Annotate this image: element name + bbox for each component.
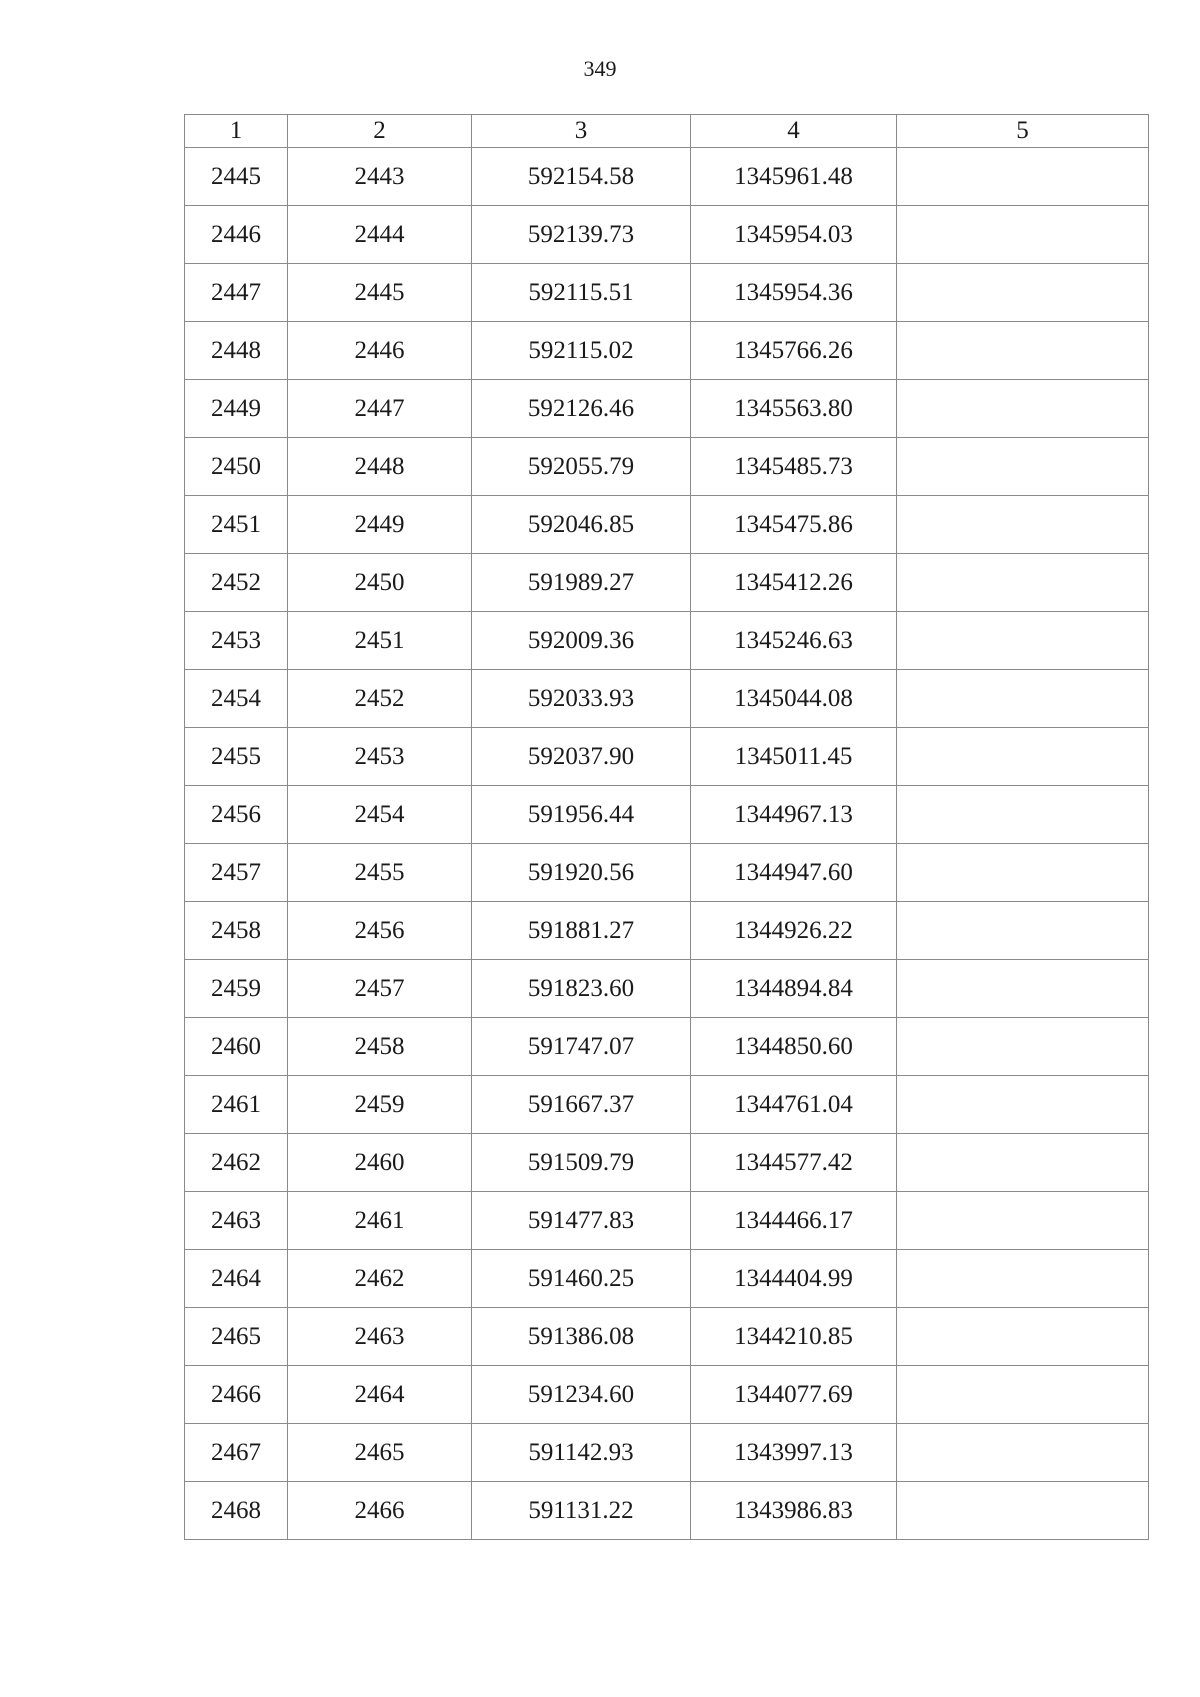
table-cell-col-2: 2453	[288, 728, 472, 786]
table-cell-col-2: 2466	[288, 1482, 472, 1540]
table-row	[185, 264, 1149, 322]
table-cell-col-4: 1344761.04	[691, 1076, 897, 1134]
table-cell-col-3: 591234.60	[472, 1366, 691, 1424]
table-cell-col-4: 1344404.99	[691, 1250, 897, 1308]
table-cell-col-3: 591460.25	[472, 1250, 691, 1308]
table-cell-col-5	[897, 728, 1149, 786]
table-cell-col-1: 2451	[185, 496, 288, 554]
table-cell-col-1: 2460	[185, 1018, 288, 1076]
table-cell-col-2: 2461	[288, 1192, 472, 1250]
table-cell-col-4: 1345044.08	[691, 670, 897, 728]
table-cell-col-3: 591920.56	[472, 844, 691, 902]
table-row	[185, 438, 1149, 496]
table-cell-col-2: 2459	[288, 1076, 472, 1134]
table-row	[185, 322, 1149, 380]
table-cell-col-2: 2443	[288, 148, 472, 206]
table-cell-col-2: 2450	[288, 554, 472, 612]
table-cell-col-5	[897, 844, 1149, 902]
table-cell-col-4: 1345246.63	[691, 612, 897, 670]
table-cell-col-2: 2456	[288, 902, 472, 960]
table-cell-col-5	[897, 380, 1149, 438]
table-cell-col-4: 1345766.26	[691, 322, 897, 380]
table-cell-col-1: 2449	[185, 380, 288, 438]
column-header-5: 5	[897, 115, 1149, 148]
table-cell-col-4: 1344210.85	[691, 1308, 897, 1366]
table-cell-col-2: 2465	[288, 1424, 472, 1482]
table-cell-col-3: 592009.36	[472, 612, 691, 670]
table-cell-col-1: 2468	[185, 1482, 288, 1540]
coordinates-table	[184, 114, 1149, 1540]
table-cell-col-5	[897, 264, 1149, 322]
table-cell-col-2: 2447	[288, 380, 472, 438]
table-cell-col-2: 2464	[288, 1366, 472, 1424]
table-header	[185, 115, 1149, 148]
table-cell-col-4: 1344926.22	[691, 902, 897, 960]
table-cell-col-5	[897, 1366, 1149, 1424]
table-cell-col-4: 1343997.13	[691, 1424, 897, 1482]
table-cell-col-4: 1344077.69	[691, 1366, 897, 1424]
table-cell-col-1: 2446	[185, 206, 288, 264]
table-row	[185, 1018, 1149, 1076]
table-cell-col-4: 1345954.03	[691, 206, 897, 264]
table-cell-col-3: 591131.22	[472, 1482, 691, 1540]
table-cell-col-5	[897, 1424, 1149, 1482]
table-cell-col-5	[897, 1192, 1149, 1250]
table-cell-col-2: 2462	[288, 1250, 472, 1308]
table-cell-col-3: 592055.79	[472, 438, 691, 496]
table-cell-col-4: 1345954.36	[691, 264, 897, 322]
table-cell-col-1: 2455	[185, 728, 288, 786]
table-cell-col-5	[897, 554, 1149, 612]
table-cell-col-1: 2462	[185, 1134, 288, 1192]
table-cell-col-5	[897, 438, 1149, 496]
table-cell-col-2: 2444	[288, 206, 472, 264]
table-cell-col-2: 2463	[288, 1308, 472, 1366]
table-cell-col-3: 592126.46	[472, 380, 691, 438]
table-cell-col-5	[897, 1134, 1149, 1192]
table-cell-col-1: 2447	[185, 264, 288, 322]
table-row	[185, 1076, 1149, 1134]
table-cell-col-3: 592139.73	[472, 206, 691, 264]
table-cell-col-5	[897, 1250, 1149, 1308]
table-cell-col-3: 591142.93	[472, 1424, 691, 1482]
table-row	[185, 670, 1149, 728]
table-cell-col-4: 1343986.83	[691, 1482, 897, 1540]
table-cell-col-5	[897, 496, 1149, 554]
table-cell-col-2: 2454	[288, 786, 472, 844]
table-cell-col-5	[897, 148, 1149, 206]
header-row	[185, 115, 1149, 148]
table-cell-col-1: 2466	[185, 1366, 288, 1424]
table-cell-col-2: 2449	[288, 496, 472, 554]
table-cell-col-2: 2460	[288, 1134, 472, 1192]
column-header-2: 2	[288, 115, 472, 148]
table-cell-col-3: 592046.85	[472, 496, 691, 554]
table-cell-col-5	[897, 1308, 1149, 1366]
table-row	[185, 380, 1149, 438]
column-header-3: 3	[472, 115, 691, 148]
table-cell-col-4: 1345412.26	[691, 554, 897, 612]
table-cell-col-2: 2455	[288, 844, 472, 902]
table-cell-col-1: 2467	[185, 1424, 288, 1482]
table-cell-col-2: 2446	[288, 322, 472, 380]
table-cell-col-4: 1345475.86	[691, 496, 897, 554]
table-row	[185, 496, 1149, 554]
table-cell-col-2: 2458	[288, 1018, 472, 1076]
table-cell-col-2: 2448	[288, 438, 472, 496]
page-number: 349	[583, 56, 617, 81]
table-cell-col-5	[897, 1076, 1149, 1134]
table-cell-col-5	[897, 670, 1149, 728]
table-cell-col-3: 592033.93	[472, 670, 691, 728]
table-cell-col-1: 2457	[185, 844, 288, 902]
table-cell-col-4: 1344967.13	[691, 786, 897, 844]
table-cell-col-2: 2452	[288, 670, 472, 728]
table-cell-col-3: 591989.27	[472, 554, 691, 612]
table-cell-col-4: 1344947.60	[691, 844, 897, 902]
table-cell-col-1: 2465	[185, 1308, 288, 1366]
table-row	[185, 902, 1149, 960]
table-row	[185, 148, 1149, 206]
table-cell-col-2: 2445	[288, 264, 472, 322]
table-cell-col-1: 2452	[185, 554, 288, 612]
table-cell-col-4: 1345011.45	[691, 728, 897, 786]
table-row	[185, 844, 1149, 902]
table-cell-col-1: 2453	[185, 612, 288, 670]
table-cell-col-1: 2450	[185, 438, 288, 496]
table-row	[185, 786, 1149, 844]
table-cell-col-3: 592115.02	[472, 322, 691, 380]
table-cell-col-3: 591509.79	[472, 1134, 691, 1192]
table-cell-col-5	[897, 206, 1149, 264]
table-cell-col-5	[897, 1482, 1149, 1540]
table-cell-col-1: 2456	[185, 786, 288, 844]
table-row	[185, 206, 1149, 264]
table-row	[185, 728, 1149, 786]
table-cell-col-3: 591881.27	[472, 902, 691, 960]
table-cell-col-1: 2463	[185, 1192, 288, 1250]
table-cell-col-4: 1344894.84	[691, 960, 897, 1018]
table-cell-col-4: 1344850.60	[691, 1018, 897, 1076]
table-cell-col-5	[897, 1018, 1149, 1076]
table-cell-col-1: 2448	[185, 322, 288, 380]
table-cell-col-1: 2464	[185, 1250, 288, 1308]
table-cell-col-3: 591477.83	[472, 1192, 691, 1250]
table-row	[185, 1192, 1149, 1250]
table-cell-col-4: 1344577.42	[691, 1134, 897, 1192]
table-cell-col-3: 591667.37	[472, 1076, 691, 1134]
table-row	[185, 960, 1149, 1018]
table-row	[185, 1424, 1149, 1482]
table-cell-col-3: 592154.58	[472, 148, 691, 206]
table-cell-col-4: 1345485.73	[691, 438, 897, 496]
table-row	[185, 554, 1149, 612]
table-row	[185, 1366, 1149, 1424]
column-header-4: 4	[691, 115, 897, 148]
table-body	[185, 148, 1149, 1540]
table-cell-col-3: 591747.07	[472, 1018, 691, 1076]
table-cell-col-1: 2461	[185, 1076, 288, 1134]
table-cell-col-5	[897, 322, 1149, 380]
table-cell-col-1: 2459	[185, 960, 288, 1018]
table-cell-col-1: 2458	[185, 902, 288, 960]
table-cell-col-5	[897, 612, 1149, 670]
table-cell-col-1: 2454	[185, 670, 288, 728]
column-header-1: 1	[185, 115, 288, 148]
table-cell-col-2: 2451	[288, 612, 472, 670]
table-cell-col-5	[897, 960, 1149, 1018]
table-cell-col-5	[897, 902, 1149, 960]
table-cell-col-1: 2445	[185, 148, 288, 206]
table-cell-col-2: 2457	[288, 960, 472, 1018]
table-cell-col-4: 1345563.80	[691, 380, 897, 438]
table-row	[185, 1308, 1149, 1366]
table-row	[185, 1482, 1149, 1540]
table-cell-col-3: 592115.51	[472, 264, 691, 322]
table-cell-col-3: 591956.44	[472, 786, 691, 844]
table-row	[185, 1250, 1149, 1308]
table-row	[185, 612, 1149, 670]
table-cell-col-5	[897, 786, 1149, 844]
table-cell-col-3: 591823.60	[472, 960, 691, 1018]
table-cell-col-4: 1344466.17	[691, 1192, 897, 1250]
table-cell-col-4: 1345961.48	[691, 148, 897, 206]
table-row	[185, 1134, 1149, 1192]
table-cell-col-3: 592037.90	[472, 728, 691, 786]
table-cell-col-3: 591386.08	[472, 1308, 691, 1366]
